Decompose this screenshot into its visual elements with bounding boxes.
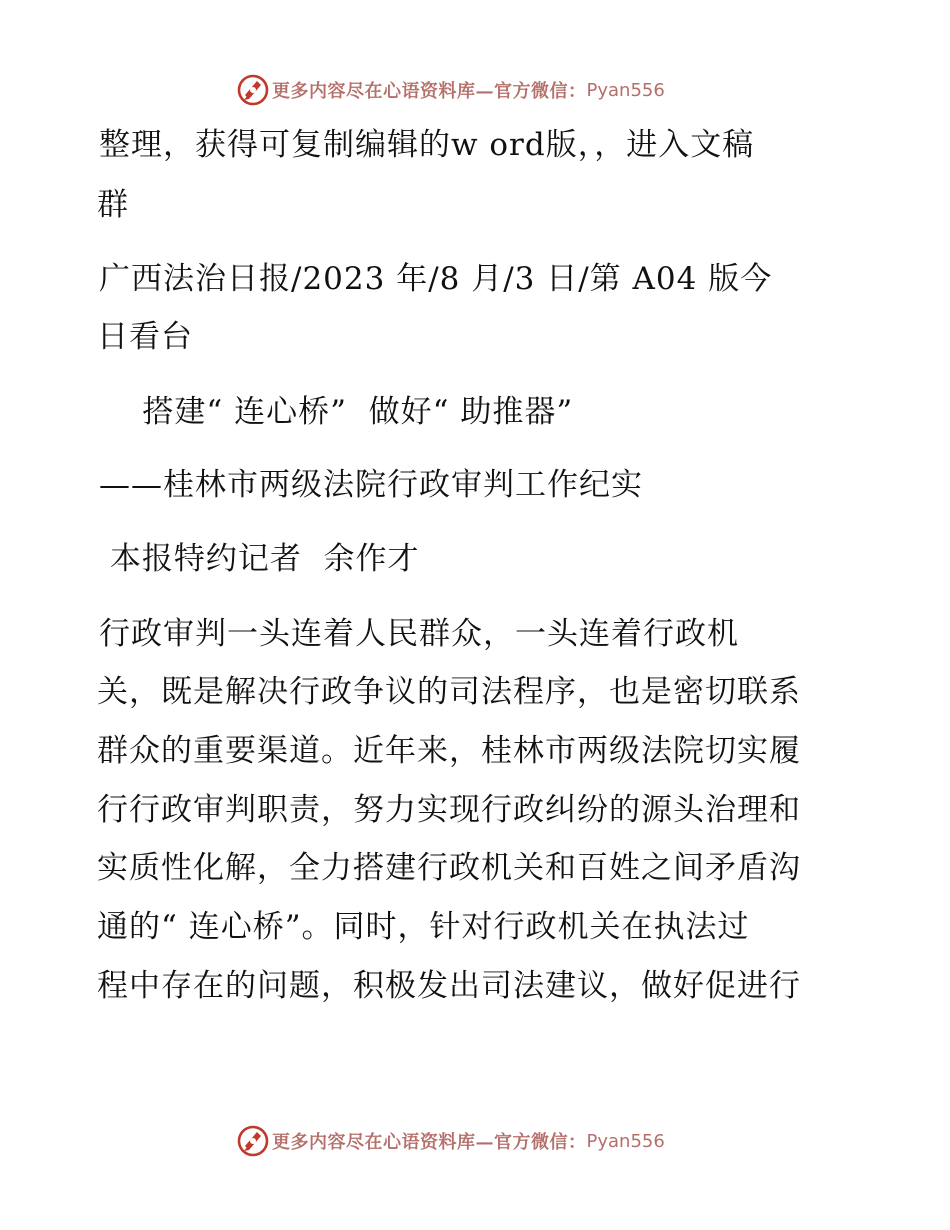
- article-title: 搭建“ 连心桥” 做好“ 助推器”: [99, 394, 574, 430]
- article-subtitle: ——桂林市两级法院行政审判工作纪实: [99, 467, 643, 503]
- text-line: 群: [97, 187, 129, 223]
- text-line: 群众的重要渠道。近年来，桂林市两级法院切实履: [97, 733, 801, 769]
- watermark-logo-icon: [236, 1124, 270, 1158]
- text-line: 实质性化解，全力搭建行政机关和百姓之间矛盾沟: [97, 850, 801, 886]
- footer-watermark: [236, 1124, 665, 1158]
- watermark-logo-icon: [236, 73, 270, 107]
- text-line: 行行政审判职责，努力实现行政纠纷的源头治理和: [97, 792, 801, 828]
- text-line: 关，既是解决行政争议的司法程序，也是密切联系: [97, 674, 801, 710]
- text-line: 程中存在的问题，积极发出司法建议，做好促进行: [97, 968, 801, 1004]
- text-line: 通的“ 连心桥”。同时，针对行政机关在执法过: [97, 909, 750, 945]
- byline: 本报特约记者 余作才: [99, 541, 420, 577]
- watermark-text: 更多内容尽在心语资料库—官方微信：: [272, 1132, 587, 1153]
- header-watermark: [236, 73, 665, 107]
- text-line: 日看台: [97, 319, 193, 355]
- watermark-contact: Pyan556: [586, 1130, 665, 1152]
- watermark-text: 更多内容尽在心语资料库—官方微信：: [272, 81, 587, 102]
- text-line: 广西法治日报/2023 年/8 月/3 日/第 A04 版今: [99, 261, 773, 297]
- text-line: 整理，获得可复制编辑的w ord版，，进入文稿: [99, 127, 755, 163]
- watermark-contact: Pyan556: [586, 79, 665, 101]
- text-line: 行政审判一头连着人民群众，一头连着行政机: [99, 616, 739, 652]
